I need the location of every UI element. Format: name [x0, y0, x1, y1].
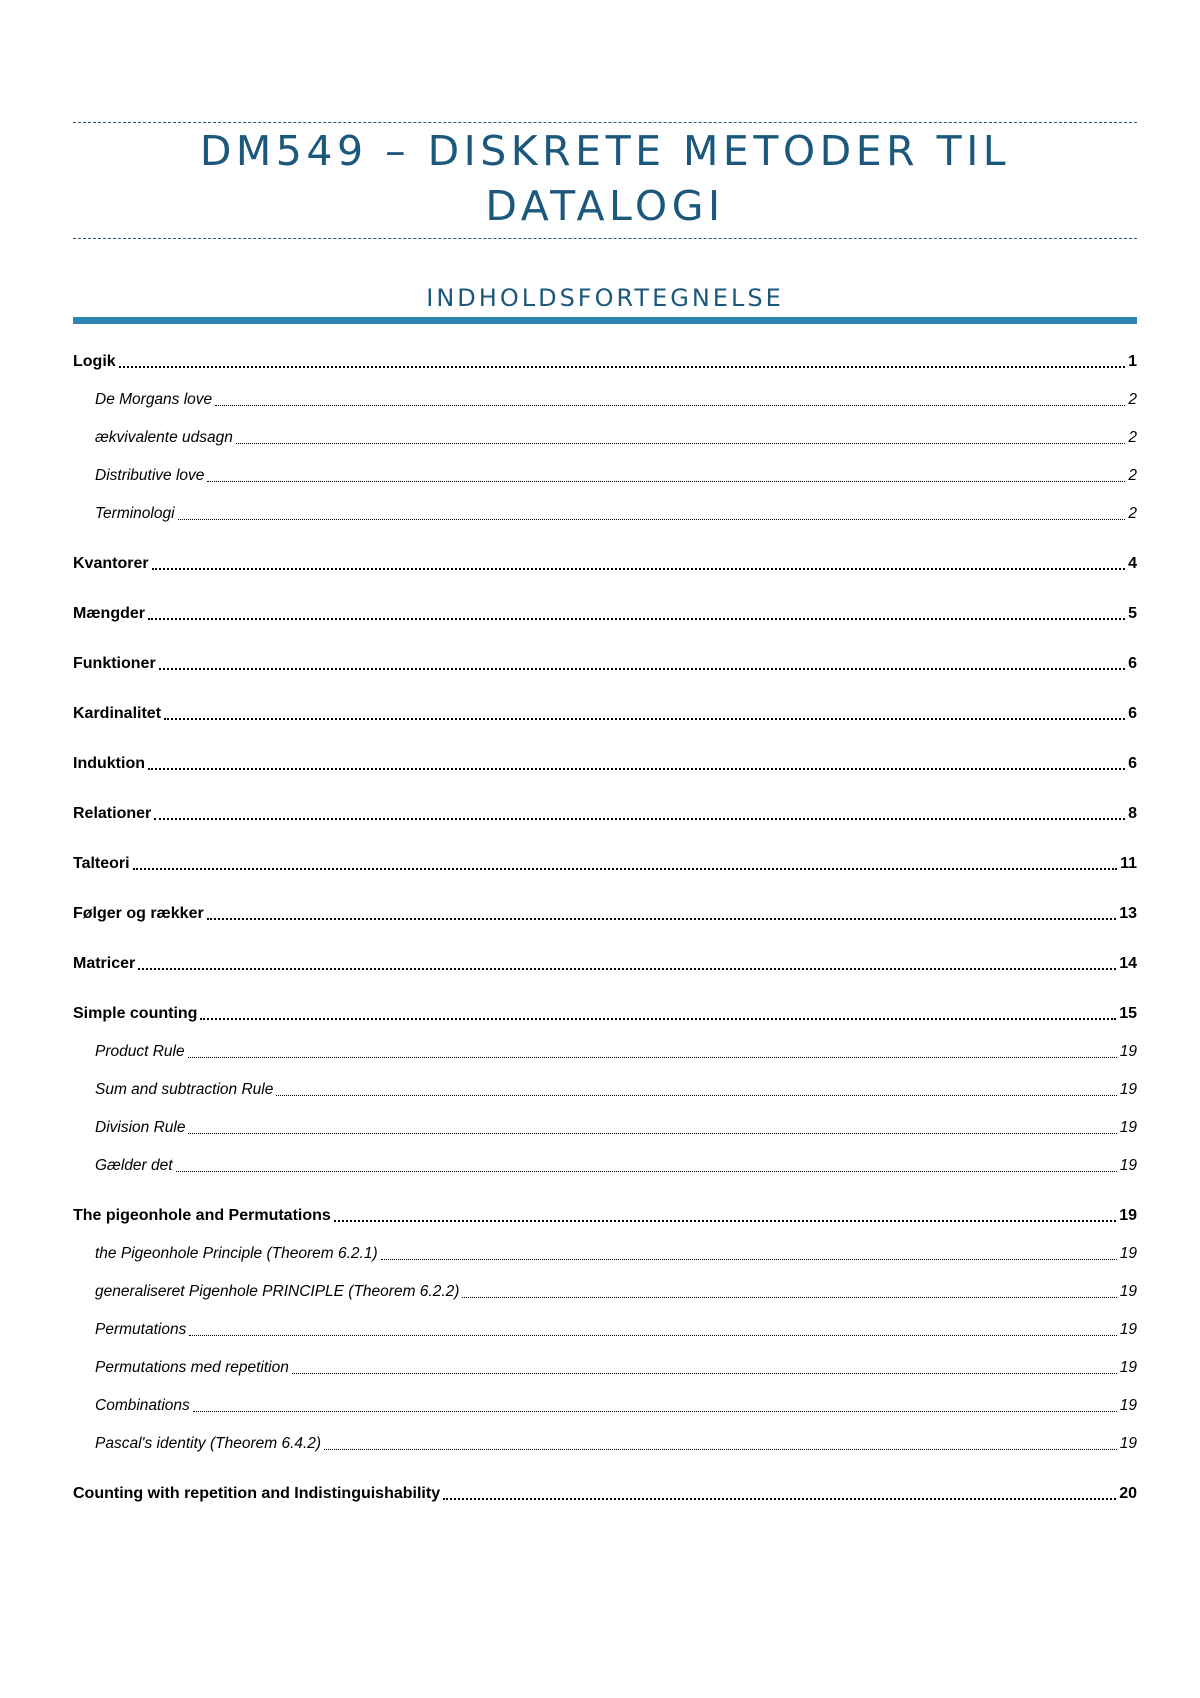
toc-entry-title: Distributive love	[95, 467, 205, 484]
toc-subentry[interactable]	[73, 1114, 1137, 1138]
toc-entry-title: De Morgans love	[95, 391, 213, 408]
toc-page-number: 2	[1128, 391, 1137, 408]
toc-subentry[interactable]	[73, 1430, 1137, 1454]
toc-dot-leader	[188, 1133, 1116, 1134]
toc-entry-title: Funktioner	[73, 655, 156, 672]
toc-entry-title: Gælder det	[95, 1157, 173, 1174]
toc-entry-title: the Pigeonhole Principle (Theorem 6.2.1)	[95, 1245, 378, 1262]
toc-dot-leader	[148, 618, 1125, 620]
toc-dot-leader	[188, 1057, 1117, 1058]
toc-entry-title: Kardinalitet	[73, 705, 162, 722]
toc-entry-title: ækvivalente udsagn	[95, 429, 233, 446]
toc-entry-title: Følger og rækker	[73, 905, 204, 922]
toc-subentry[interactable]	[73, 1354, 1137, 1378]
toc-page-number: 19	[1119, 1283, 1137, 1300]
toc-entry-title: Pascal's identity (Theorem 6.4.2)	[95, 1435, 322, 1452]
toc-page-number: 20	[1119, 1485, 1137, 1502]
toc-entry-title: Kvantorer	[73, 555, 149, 572]
toc-subentry[interactable]	[73, 1316, 1137, 1340]
toc-entry-title: Induktion	[73, 755, 145, 772]
toc-page-number: 19	[1119, 1321, 1137, 1338]
toc-subentry[interactable]	[73, 1240, 1137, 1264]
toc-page-number: 19	[1119, 1359, 1137, 1376]
toc-page-number: 8	[1128, 805, 1137, 822]
toc-entry-title: Terminologi	[95, 505, 175, 522]
toc-dot-leader	[462, 1297, 1116, 1298]
toc-entry[interactable]	[73, 348, 1137, 372]
toc-subentry[interactable]	[73, 462, 1137, 486]
toc-page-number: 6	[1128, 755, 1137, 772]
toc-dot-leader	[236, 443, 1126, 444]
document-page	[73, 0, 1137, 1698]
toc-dot-leader	[164, 718, 1125, 720]
toc-page-number: 19	[1119, 1435, 1137, 1452]
toc-entry-title: Simple counting	[73, 1005, 198, 1022]
toc-dot-leader	[148, 768, 1125, 770]
toc-dot-leader	[200, 1018, 1116, 1020]
toc-page-number: 19	[1119, 1081, 1137, 1098]
toc-entry-title: Permutations med repetition	[95, 1359, 289, 1376]
toc-entry[interactable]	[73, 800, 1137, 824]
toc-dot-leader	[159, 668, 1125, 670]
toc-dot-leader	[276, 1095, 1116, 1096]
toc-page-number: 19	[1119, 1043, 1137, 1060]
toc-page-number: 15	[1119, 1005, 1137, 1022]
toc-page-number: 19	[1119, 1397, 1137, 1414]
toc-dot-leader	[178, 519, 1126, 520]
toc-subentry[interactable]	[73, 1392, 1137, 1416]
toc-entry[interactable]	[73, 750, 1137, 774]
toc-dot-leader	[119, 366, 1125, 368]
toc-entry-title: Logik	[73, 353, 116, 370]
toc-dot-leader	[189, 1335, 1116, 1336]
toc-dot-leader	[152, 568, 1126, 570]
toc-dot-leader	[207, 918, 1117, 920]
toc-subentry[interactable]	[73, 386, 1137, 410]
toc-page-number: 2	[1128, 505, 1137, 522]
toc-subentry[interactable]	[73, 424, 1137, 448]
toc-entry-title: Mængder	[73, 605, 145, 622]
toc-entry-title: Product Rule	[95, 1043, 185, 1060]
toc-dot-leader	[138, 968, 1116, 970]
toc-page-number: 19	[1119, 1207, 1137, 1224]
toc-entry-title: Matricer	[73, 955, 136, 972]
toc-page-number: 19	[1119, 1157, 1137, 1174]
toc-page-number: 2	[1128, 467, 1137, 484]
toc-dot-leader	[334, 1220, 1116, 1222]
toc-dot-leader	[154, 818, 1125, 820]
toc-entry-title: Sum and subtraction Rule	[95, 1081, 274, 1098]
toc-subentry[interactable]	[73, 1038, 1137, 1062]
toc-dot-leader	[207, 481, 1125, 482]
toc-subentry[interactable]	[73, 500, 1137, 524]
toc-dot-leader	[381, 1259, 1117, 1260]
toc-subentry[interactable]	[73, 1278, 1137, 1302]
toc-entry[interactable]	[73, 1480, 1137, 1504]
toc-dot-leader	[176, 1171, 1117, 1172]
toc-entry[interactable]	[73, 550, 1137, 574]
toc-entry[interactable]	[73, 1202, 1137, 1226]
toc-heading: INDHOLDSFORTEGNELSE	[426, 284, 784, 312]
toc-page-number: 19	[1119, 1245, 1137, 1262]
toc-entry-title: The pigeonhole and Permutations	[73, 1207, 331, 1224]
toc-entry-title: Counting with repetition and Indistinguishability	[73, 1485, 441, 1502]
toc-dot-leader	[443, 1498, 1116, 1500]
toc-page-number: 13	[1119, 905, 1137, 922]
title-bottom-rule	[73, 238, 1137, 239]
toc-page-number: 11	[1120, 855, 1137, 872]
toc-dot-leader	[133, 868, 1117, 870]
toc-entry[interactable]	[73, 950, 1137, 974]
toc-entry[interactable]	[73, 900, 1137, 924]
title-top-rule	[73, 122, 1137, 123]
toc-entry[interactable]	[73, 700, 1137, 724]
toc-dot-leader	[193, 1411, 1117, 1412]
toc-heading-rule	[73, 317, 1137, 324]
toc-entry-title: Relationer	[73, 805, 152, 822]
toc-page-number: 19	[1119, 1119, 1137, 1136]
toc-entry-title: Permutations	[95, 1321, 187, 1338]
toc-page-number: 4	[1128, 555, 1137, 572]
toc-entry[interactable]	[73, 650, 1137, 674]
document-title: DM549 – DISKRETE METODER TIL DATALOGI	[199, 127, 1011, 230]
toc-page-number: 5	[1128, 605, 1137, 622]
toc-entry-title: Combinations	[95, 1397, 190, 1414]
toc-subentry[interactable]	[73, 1076, 1137, 1100]
toc-page-number: 1	[1128, 353, 1137, 370]
toc-page-number: 14	[1119, 955, 1137, 972]
toc-dot-leader	[292, 1373, 1117, 1374]
toc-page-number: 6	[1128, 705, 1137, 722]
toc-entry[interactable]	[73, 1000, 1137, 1024]
toc-subentry[interactable]	[73, 1152, 1137, 1176]
toc-dot-leader	[215, 405, 1125, 406]
toc-entry[interactable]	[73, 850, 1137, 874]
toc-page-number: 2	[1128, 429, 1137, 446]
toc-page-number: 6	[1128, 655, 1137, 672]
toc-dot-leader	[324, 1449, 1117, 1450]
toc-entry-title: generaliseret Pigenhole PRINCIPLE (Theorem 6.2.2)	[95, 1283, 460, 1300]
toc-entry[interactable]	[73, 600, 1137, 624]
toc-entry-title: Talteori	[73, 855, 130, 872]
toc-entry-title: Division Rule	[95, 1119, 186, 1136]
